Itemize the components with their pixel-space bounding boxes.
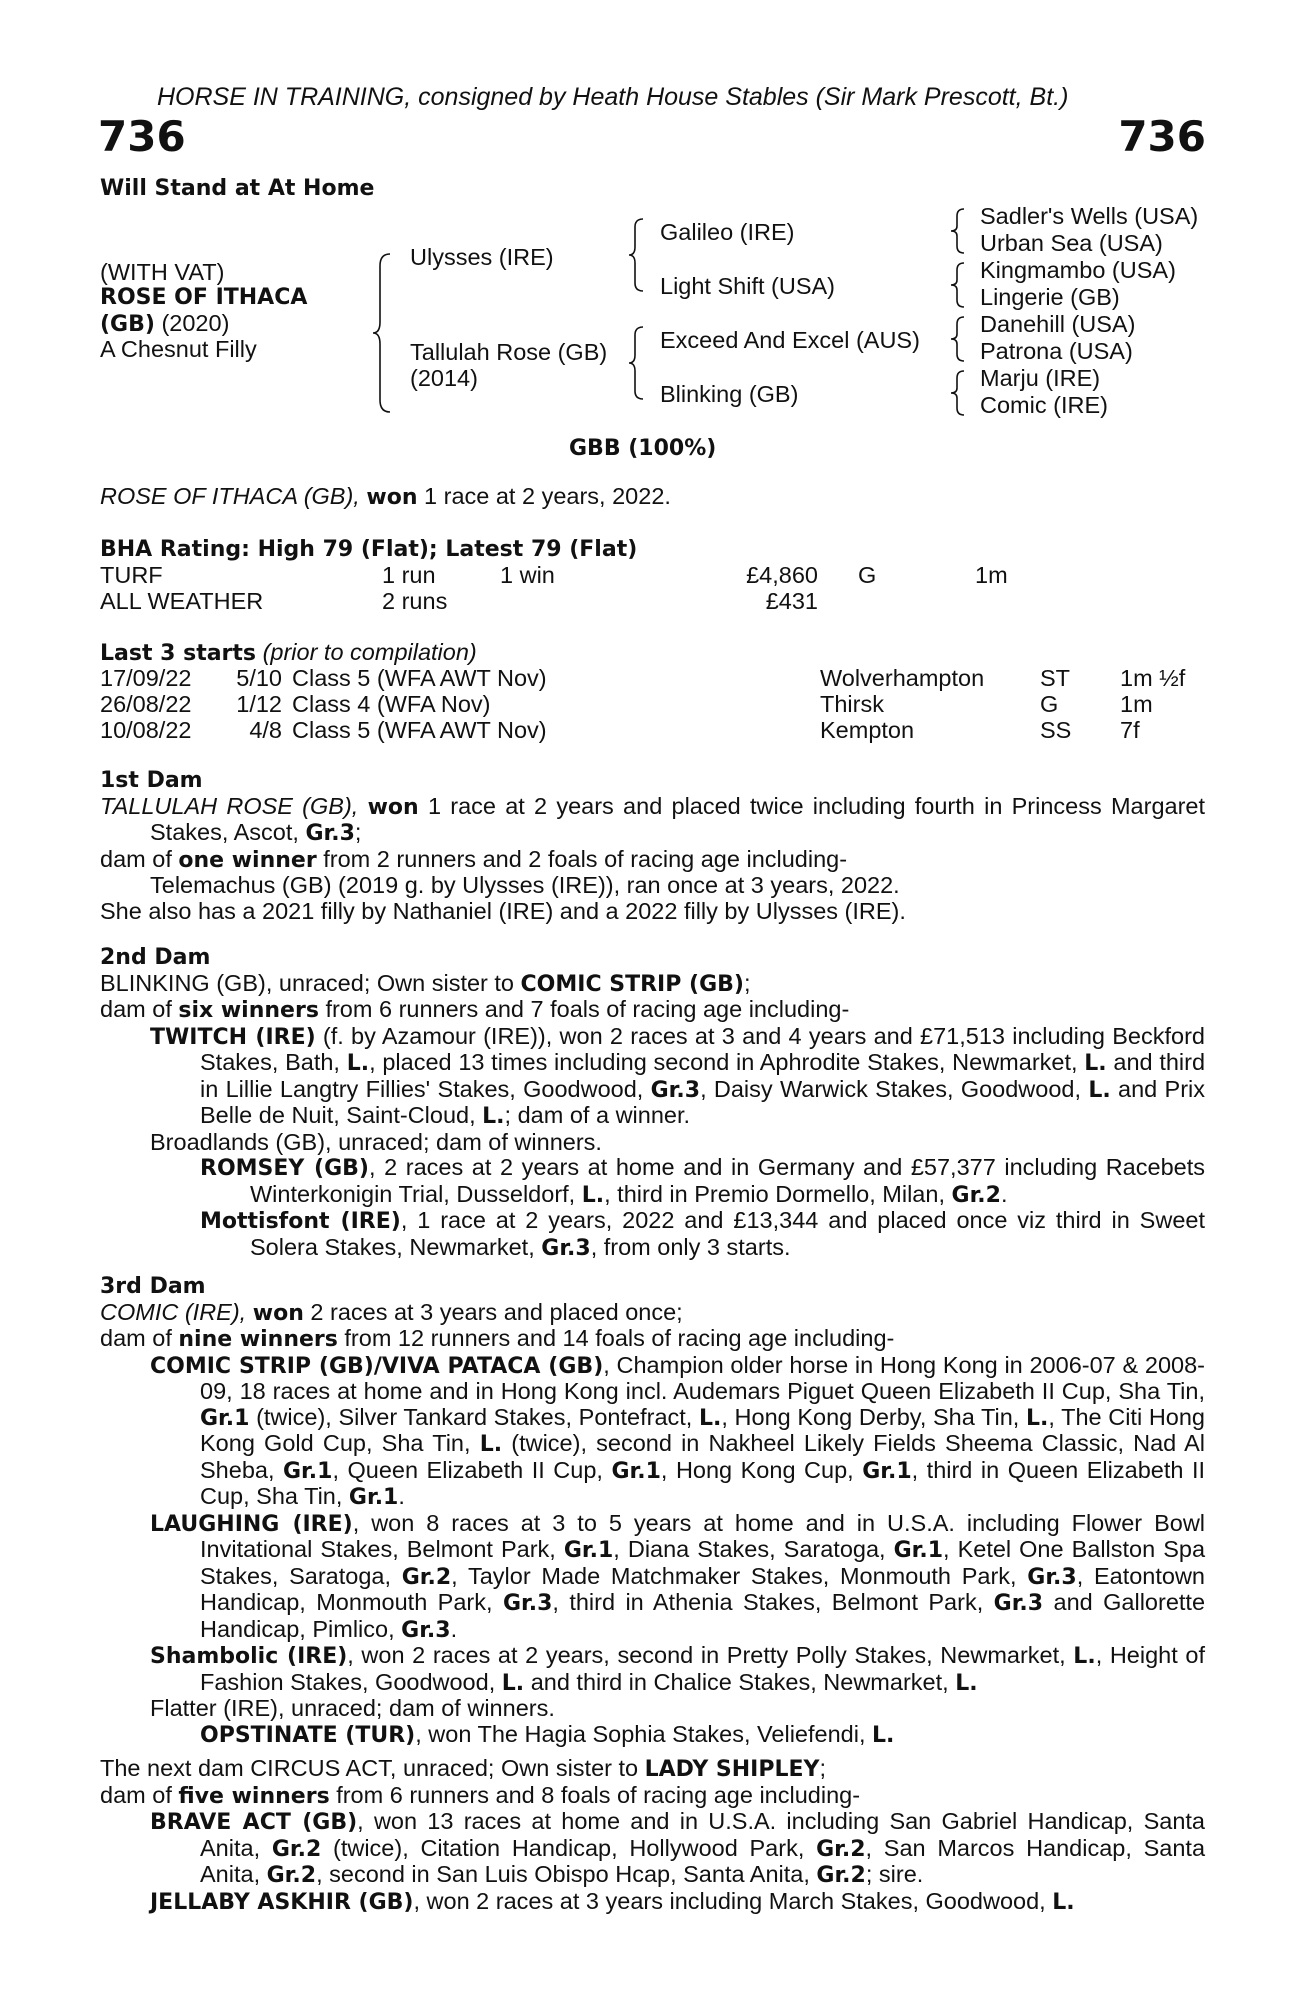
gen3-3: Kingmambo (USA) xyxy=(980,257,1176,283)
second-dam-heading: 2nd Dam xyxy=(100,945,211,970)
next-dam-section xyxy=(100,1756,1205,1915)
start-date: 10/08/22 xyxy=(100,717,192,743)
dam-year: (2014) xyxy=(410,365,478,391)
broadlands-entry: Broadlands (GB), unraced; dam of winners. xyxy=(150,1128,602,1155)
record-turf-prize: £4,860 xyxy=(746,562,818,588)
start-date: 26/08/22 xyxy=(100,691,192,717)
stand-text: Will Stand at At Home xyxy=(100,176,375,201)
jellaby-askhir-entry: JELLABY ASKHIR (GB), won 2 races at 3 years including March Stakes, Goodwood, L. xyxy=(150,1887,1075,1915)
start-course: Wolverhampton xyxy=(820,665,985,691)
start-race: Class 4 (WFA Nov) xyxy=(292,691,491,717)
brace-g3-2 xyxy=(950,261,968,309)
brave-act-entry: BRAVE ACT (GB), won 13 races at home and in U.S.A. including San Gabriel Handicap, Santa Anita, Gr.2 (twice), Citation Handicap, Hollywood Park, Gr.2, San Marcos Handicap, Santa Anita, Gr.2, second in San Luis Obispo Hcap, Santa Anita, Gr.2; sire. xyxy=(150,1808,1206,1888)
dam-name: Tallulah Rose (GB) xyxy=(410,339,608,365)
bha-rating: BHA Rating: High 79 (Flat); Latest 79 (Flat) xyxy=(100,537,638,562)
sire-name: Ulysses (IRE) xyxy=(410,244,554,270)
shambolic-entry: Shambolic (IRE), won 2 races at 2 years, second in Pretty Polly Stakes, Newmarket, L., Height of Fashion Stakes, Goodwood, L. and third in Chalice Stakes, Newmarket, L. xyxy=(150,1642,1205,1696)
lot-number-right: 736 xyxy=(1118,112,1206,161)
horse-origin-year: (GB) (2020) xyxy=(100,310,230,337)
start-course: Kempton xyxy=(820,717,915,743)
start-going: ST xyxy=(1040,665,1071,691)
mottisfont-entry: Mottisfont (IRE), 1 race at 2 years, 2022 and £13,344 and placed once viz third in Sweet Solera Stakes, Newmarket, Gr.3, from only 3 starts. xyxy=(200,1207,1205,1261)
next-dam-produce: dam of five winners from 6 runners and 8 foals of racing age including- xyxy=(100,1781,861,1809)
lot-number-left: 736 xyxy=(98,112,186,161)
brace-g3-4 xyxy=(950,369,968,417)
brace-g3-3 xyxy=(950,315,968,363)
romsey-entry: ROMSEY (GB), 2 races at 2 years at home and in Germany and £57,377 including Racebets Winterkonigin Trial, Dusseldorf, L., third in Premio Dormello, Milan, Gr.2. xyxy=(200,1154,1205,1208)
gen3-8: Comic (IRE) xyxy=(980,392,1108,418)
record-turf-wins: 1 win xyxy=(500,562,555,588)
gen3-7: Marju (IRE) xyxy=(980,365,1101,391)
first-dam-section xyxy=(100,768,1205,924)
gen3-5: Danehill (USA) xyxy=(980,311,1136,337)
start-distance: 7f xyxy=(1120,717,1140,743)
race-summary: ROSE OF ITHACA (GB), won 1 race at 2 years, 2022. xyxy=(100,483,671,510)
dam-line-brace xyxy=(628,325,648,401)
sire-dam-brace xyxy=(372,252,396,414)
vat-note: (WITH VAT) xyxy=(100,259,225,285)
start-race: Class 5 (WFA AWT Nov) xyxy=(292,665,547,691)
start-going: G xyxy=(1040,691,1059,717)
dam-dam: Blinking (GB) xyxy=(660,381,799,407)
first-dam-record: TALLULAH ROSE (GB), won 1 race at 2 years and placed twice including fourth in Princess Margaret Stakes, Ascot, Gr.3; xyxy=(100,792,1206,846)
second-dam-section xyxy=(100,945,1205,1261)
record-aw-surface: ALL WEATHER xyxy=(100,588,264,614)
record-turf-distance: 1m xyxy=(975,562,1008,588)
record-aw-runs: 2 runs xyxy=(382,588,448,614)
dam-sire: Exceed And Excel (AUS) xyxy=(660,327,920,353)
next-dam-record: The next dam CIRCUS ACT, unraced; Own sister to LADY SHIPLEY; xyxy=(100,1755,826,1782)
start-position: 4/8 xyxy=(249,717,282,743)
comic-strip-entry: COMIC STRIP (GB)/VIVA PATACA (GB), Champion older horse in Hong Kong in 2006-07 & 2008-09, 18 races at home and in Hong Kong incl. Audemars Piguet Queen Elizabeth II Cup, Sha Tin, Gr.1 (twice), Silver Tankard Stakes, Pontefract, L., Hong Kong Derby, Sha Tin, L., The Citi Hong Kong Gold Cup, Sha Tin, L. (twice), second in Nakheel Likely Fields Sheema Classic, Nad Al Sheba, Gr.1, Queen Elizabeth II Cup, Gr.1, Hong Kong Cup, Gr.1, third in Queen Elizabeth II Cup, Sha Tin, Gr.1. xyxy=(150,1351,1206,1510)
opstinate-entry: OPSTINATE (TUR), won The Hagia Sophia Stakes, Veliefendi, L. xyxy=(200,1720,895,1748)
brace-g3-1 xyxy=(950,207,968,255)
first-dam-other-foals: She also has a 2021 filly by Nathaniel (IRE) and a 2022 filly by Ulysses (IRE). xyxy=(100,897,906,924)
flatter-entry: Flatter (IRE), unraced; dam of winners. xyxy=(150,1695,555,1721)
horse-description: A Chesnut Filly xyxy=(100,336,257,362)
start-date: 17/09/22 xyxy=(100,665,192,691)
gen3-6: Patrona (USA) xyxy=(980,338,1133,364)
record-turf-runs: 1 run xyxy=(382,562,436,588)
gen3-4: Lingerie (GB) xyxy=(980,284,1120,310)
start-going: SS xyxy=(1040,717,1072,743)
start-distance: 1m ½f xyxy=(1120,665,1186,691)
sire-sire: Galileo (IRE) xyxy=(660,219,795,245)
start-position: 5/10 xyxy=(236,665,282,691)
third-dam-record: COMIC (IRE), won 2 races at 3 years and placed once; xyxy=(100,1298,683,1326)
record-turf-going: G xyxy=(858,562,877,588)
third-dam-produce: dam of nine winners from 12 runners and 14 foals of racing age including- xyxy=(100,1325,895,1352)
horse-name: ROSE OF ITHACA xyxy=(100,285,308,310)
second-dam-produce: dam of six winners from 6 runners and 7 foals of racing age including- xyxy=(100,996,850,1023)
gbb-rating: GBB (100%) xyxy=(569,436,717,461)
start-race: Class 5 (WFA AWT Nov) xyxy=(292,717,547,743)
gen3-2: Urban Sea (USA) xyxy=(980,230,1163,256)
first-dam-produce: dam of one winner from 2 runners and 2 foals of racing age including- xyxy=(100,845,848,873)
laughing-entry: LAUGHING (IRE), won 8 races at 3 to 5 years at home and in U.S.A. including Flower Bowl Invitational Stakes, Belmont Park, Gr.1, Diana Stakes, Saratoga, Gr.1, Ketel One Ballston Spa Stakes, Saratoga, Gr.2, Taylor Made Matchmaker Stakes, Monmouth Park, Gr.3, Eatontown Handicap, Monmouth Park, Gr.3, third in Athenia Stakes, Belmont Park, Gr.3 and Gallorette Handicap, Pimlico, Gr.3. xyxy=(150,1509,1206,1643)
page-header: HORSE IN TRAINING, consigned by Heath House Stables (Sir Mark Prescott, Bt.) xyxy=(157,83,1069,111)
second-dam-record: BLINKING (GB), unraced; Own sister to COMIC STRIP (GB); xyxy=(100,969,751,997)
sire-line-brace xyxy=(628,217,648,293)
last-starts-heading: Last 3 starts (prior to compilation) xyxy=(100,639,477,666)
record-aw-prize: £431 xyxy=(765,588,818,614)
start-position: 1/12 xyxy=(236,691,282,717)
third-dam-section xyxy=(100,1274,1205,1748)
start-distance: 1m xyxy=(1120,691,1153,717)
third-dam-heading: 3rd Dam xyxy=(100,1274,206,1299)
first-dam-foal: Telemachus (GB) (2019 g. by Ulysses (IRE)), ran once at 3 years, 2022. xyxy=(150,872,900,898)
sire-dam: Light Shift (USA) xyxy=(660,273,836,299)
gen3-1: Sadler's Wells (USA) xyxy=(980,203,1199,229)
record-turf-surface: TURF xyxy=(100,562,163,588)
twitch-entry: TWITCH (IRE) (f. by Azamour (IRE)), won 2 races at 3 and 4 years and £71,513 including Beckford Stakes, Bath, L., placed 13 times including second in Aphrodite Stakes, Newmarket, L. and third in Lillie Langtry Fillies' Stakes, Goodwood, Gr.3, Daisy Warwick Stakes, Goodwood, L. and Prix Belle de Nuit, Saint-Cloud, L.; dam of a winner. xyxy=(150,1022,1206,1129)
first-dam-heading: 1st Dam xyxy=(100,768,203,793)
start-course: Thirsk xyxy=(820,691,884,717)
